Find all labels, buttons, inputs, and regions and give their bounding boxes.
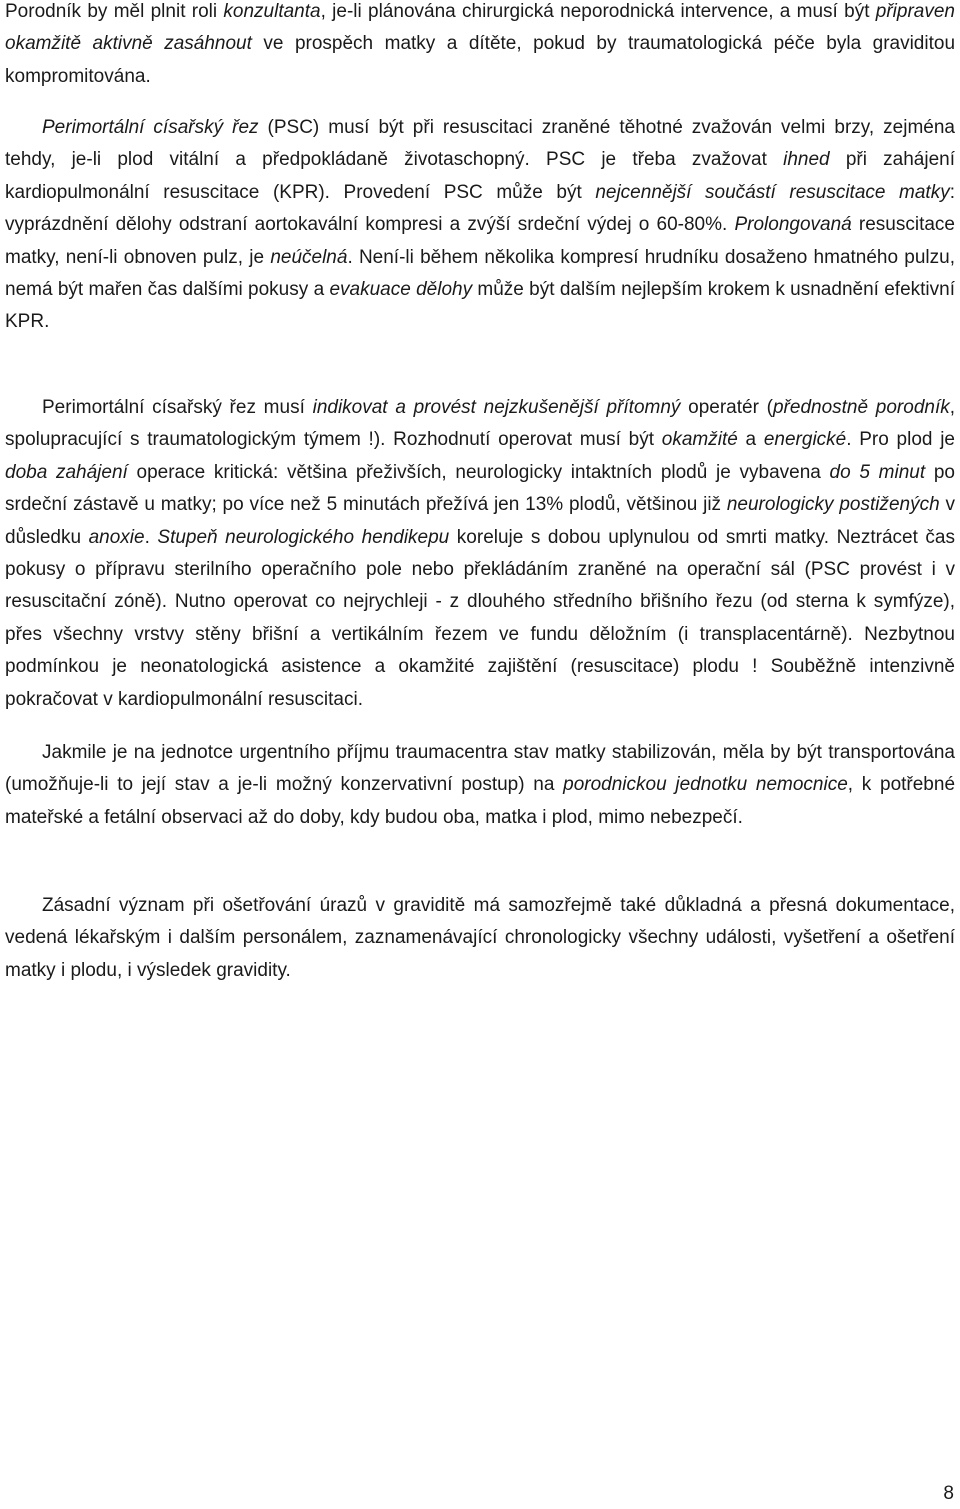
page-number: 8: [943, 1483, 954, 1504]
italic-text-run: porodnickou jednotku nemocnice: [563, 774, 848, 796]
text-run: v důsledku: [5, 494, 955, 548]
text-run: operatér (: [680, 397, 773, 418]
text-run: (PSC) musí být při resuscitaci zraněné těhotné zvažován velmi brzy, zejména tehdy, je-li plod vitální a předpokládaně životaschopný. PSC je třeba zvažovat: [5, 117, 955, 171]
italic-text-run: nejcennější součástí resuscitace matky: [595, 181, 950, 203]
italic-text-run: do 5 minut: [829, 461, 926, 483]
paragraph-3: [5, 392, 955, 716]
italic-text-run: evakuace dělohy: [329, 279, 473, 301]
italic-text-run: neúčelná: [270, 246, 348, 268]
paragraph-1: [5, 0, 955, 93]
italic-text-run: ihned: [783, 149, 830, 171]
text-run: a: [737, 429, 764, 451]
paragraph-2-text: [5, 117, 955, 332]
italic-text-run: připraven okamžitě aktivně zasáhnout: [5, 1, 955, 55]
text-run: : vyprázdnění dělohy odstraní aortokavální kompresi a zvýší srdeční výdej o 60-80%.: [5, 181, 955, 236]
text-run: při zahájení kardiopulmonální resuscitace (KPR). Provedení PSC může být: [5, 149, 956, 203]
text-run: , k potřebné mateřské a fetální observaci až do doby, kdy budou oba, matka i plod, mimo nebezpečí.: [5, 774, 956, 828]
paragraph-1-text: [5, 1, 955, 87]
text-run: Zásadní význam při ošetřování úrazů v graviditě má samozřejmě také důkladná a přesná dokumentace, vedená lékařským i dalším personálem, zaznamenávající chronologicky všechny události, vyšetření a ošetření matky i plodu, i výsledek gravidity.: [5, 895, 955, 981]
text-run: , je-li plánována chirurgická neporodnická intervence, a musí být: [320, 1, 876, 22]
italic-text-run: indikovat a provést nejzkušenější přítomný: [312, 397, 681, 418]
italic-text-run: okamžité: [661, 429, 738, 451]
italic-text-run: neurologicky postižených: [726, 494, 940, 516]
text-run: po srdeční zástavě u matky; po více než 5 minutách přežívá jen 13% plodů, většinou již: [5, 461, 955, 516]
paragraph-5: [5, 890, 955, 987]
text-run: . Není-li během několika kompresí hrudníku dosaženo hmatného pulzu, nemá být mařen čas dalšími pokusy a: [5, 246, 956, 301]
italic-text-run: anoxie: [88, 526, 145, 548]
italic-text-run: přednostně porodník: [772, 397, 950, 418]
paragraph-4: [5, 737, 955, 834]
italic-text-run: doba zahájení: [5, 461, 128, 483]
text-run: Perimortální císařský řez musí: [42, 397, 313, 418]
text-run: , spolupracující s traumatologickým týmem !). Rozhodnutí operovat musí být: [5, 397, 956, 451]
text-run: koreluje s dobou uplynulou od smrti matky. Neztrácet čas pokusy o přípravu sterilního operačního pole nebo překládáním zraněné na operační sál (PSC provést i v resuscitační zóně). Nutno operovat co nejrychleji - z dlouhého středního břišního řezu (od sterna k symfýze), přes všechny vrstvy stěny břišní a vertikálním řezem ve fundu děložním (i transplacentárně). Nezbytnou podmínkou je neonatologická asistence a okamžité zajištění (resuscitace) plodu ! Souběžně intenzivně pokračovat v kardiopulmonální resuscitaci.: [5, 526, 955, 710]
text-run: Porodník by měl plnit roli: [5, 1, 224, 22]
text-run: Jakmile je na jednotce urgentního příjmu traumacentra stav matky stabilizován, měla by být transportována (umožňuje-li to její stav a je-li možný konzervativní postup) na: [5, 742, 955, 796]
italic-text-run: Prolongovaná: [734, 214, 852, 236]
paragraph-2: [5, 112, 955, 339]
paragraph-4-text: [5, 742, 955, 828]
text-run: operace kritická: většina přeživších, neurologicky intaktních plodů je vybavena: [127, 461, 830, 483]
text-run: . Pro plod je: [846, 429, 955, 451]
italic-text-run: konzultanta: [223, 1, 321, 22]
paragraph-3-text: [5, 397, 955, 710]
italic-text-run: energické: [763, 429, 847, 451]
italic-text-run: Perimortální císařský řez: [42, 117, 259, 138]
text-run: ve prospěch matky a dítěte, pokud by traumatologická péče byla graviditou kompromitována.: [5, 33, 956, 87]
paragraph-5-text: [5, 895, 955, 981]
text-run: může být dalším nejlepším krokem k usnadnění efektivní KPR.: [5, 279, 955, 333]
italic-text-run: Stupeň neurologického hendikepu: [157, 526, 450, 548]
text-run: resuscitace matky, není-li obnoven pulz, je: [5, 214, 956, 268]
text-run: .: [144, 526, 158, 548]
